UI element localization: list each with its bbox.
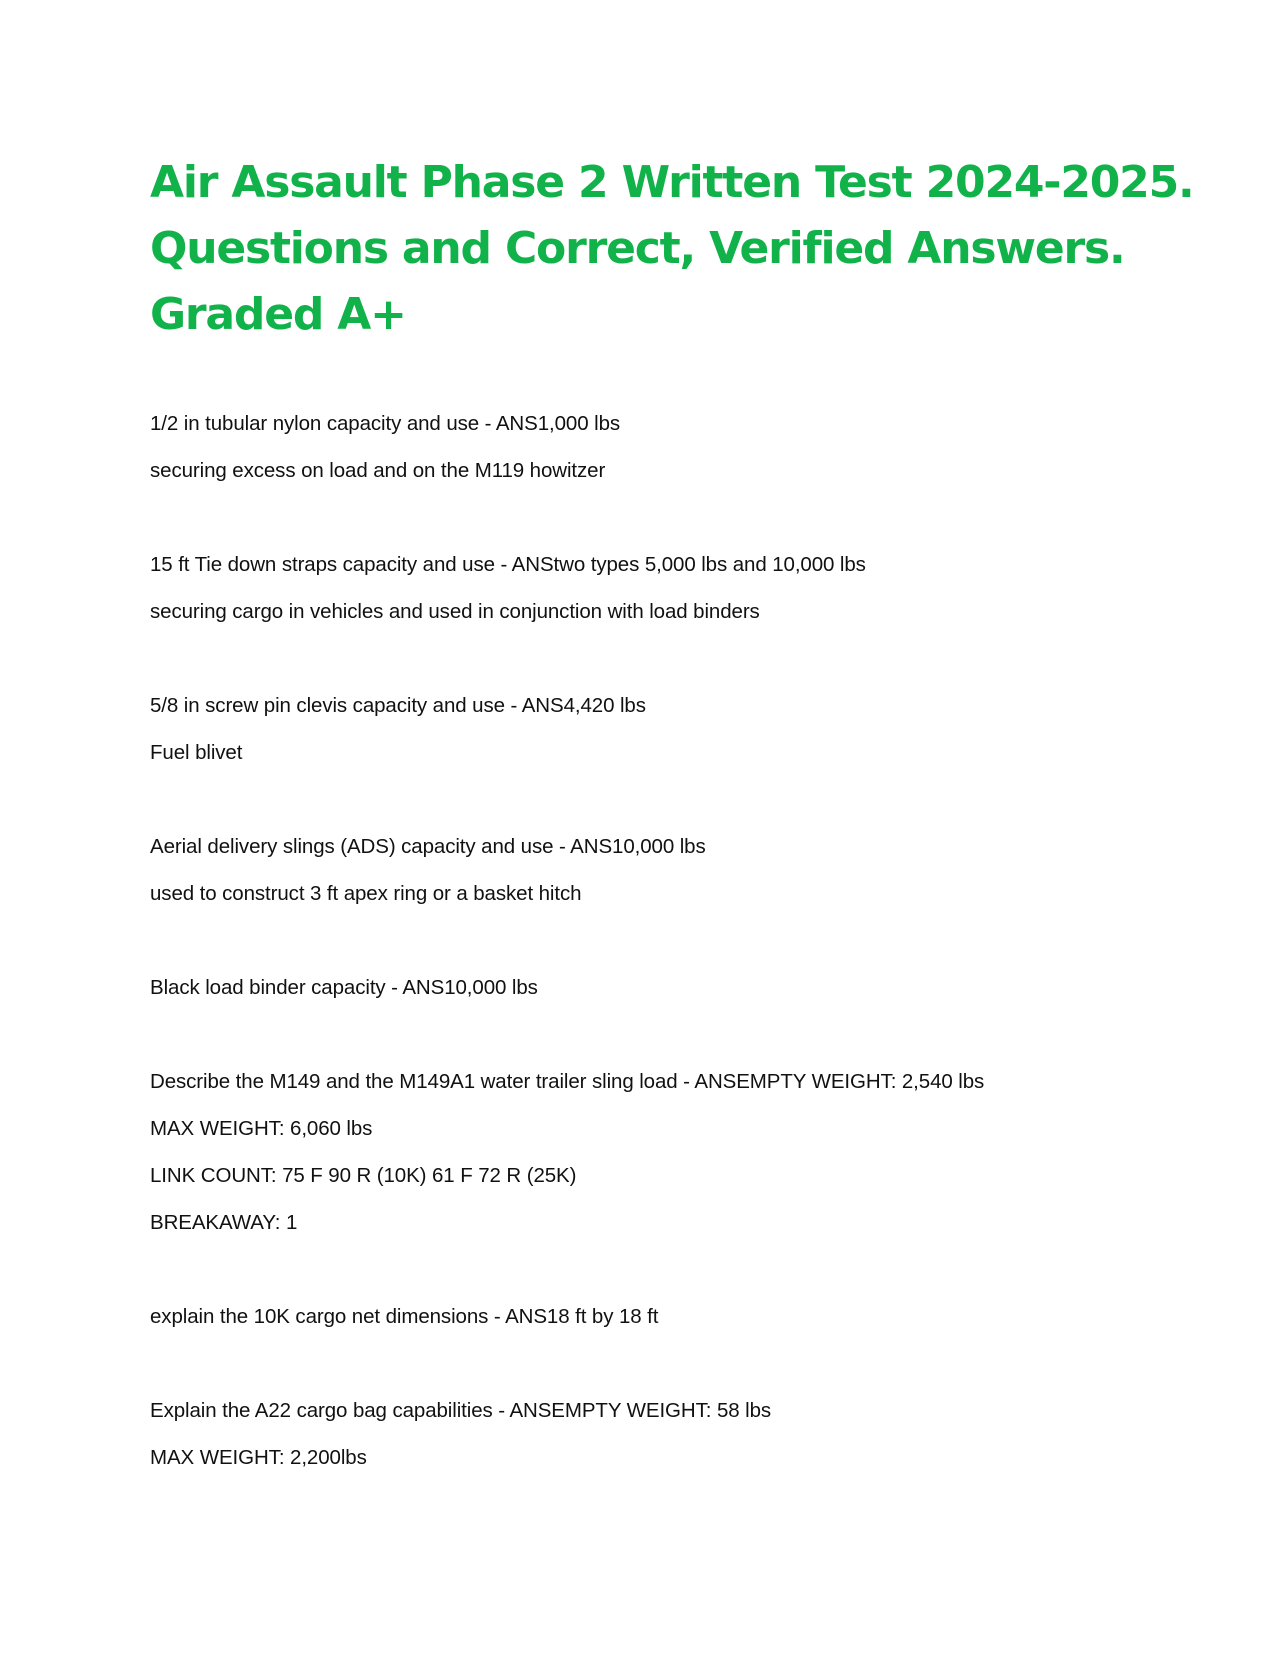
qa-question-line: Explain the A22 cargo bag capabilities - ANSEMPTY WEIGHT: 58 lbs	[150, 1399, 772, 1422]
qa-question-line: 5/8 in screw pin clevis capacity and use - ANS4,420 lbs	[150, 694, 646, 717]
qa-item-tubular-nylon	[150, 400, 1150, 494]
qa-question-line: explain the 10K cargo net dimensions - ANS18 ft by 18 ft	[150, 1305, 659, 1328]
qa-question-line: Black load binder capacity - ANS10,000 lbs	[150, 976, 538, 999]
qa-item-10k-cargo-net	[150, 1293, 1150, 1340]
title-line: Questions and Correct, Verified Answers.	[150, 223, 1125, 274]
qa-item-aerial-delivery-slings	[150, 823, 1150, 917]
qa-answer-line: MAX WEIGHT: 6,060 lbs	[150, 1117, 373, 1140]
qa-question-line: 1/2 in tubular nylon capacity and use - ANS1,000 lbs	[150, 412, 621, 435]
document-title	[150, 150, 1194, 348]
qa-answer-line: MAX WEIGHT: 2,200lbs	[150, 1446, 367, 1469]
qa-answer-line: securing cargo in vehicles and used in conjunction with load binders	[150, 600, 760, 623]
qa-question-line: Describe the M149 and the M149A1 water trailer sling load - ANSEMPTY WEIGHT: 2,540 lbs	[150, 1070, 985, 1093]
qa-question-line: Aerial delivery slings (ADS) capacity and use - ANS10,000 lbs	[150, 835, 706, 858]
title-line: Air Assault Phase 2 Written Test 2024-2025.	[150, 157, 1194, 208]
qa-answer-line: LINK COUNT: 75 F 90 R (10K) 61 F 72 R (25K)	[150, 1164, 577, 1187]
qa-item-black-load-binder	[150, 964, 1150, 1011]
qa-answer-line: used to construct 3 ft apex ring or a basket hitch	[150, 882, 582, 905]
qa-item-tie-down-straps	[150, 541, 1150, 635]
title-line: Graded A+	[150, 289, 406, 340]
qa-answer-line: securing excess on load and on the M119 howitzer	[150, 459, 606, 482]
qa-answer-line: BREAKAWAY: 1	[150, 1211, 298, 1234]
qa-item-m149-water-trailer	[150, 1058, 1150, 1246]
qa-item-a22-cargo-bag	[150, 1387, 1150, 1481]
qa-answer-line: Fuel blivet	[150, 741, 243, 764]
qa-list	[150, 400, 1150, 1528]
qa-question-line: 15 ft Tie down straps capacity and use - ANStwo types 5,000 lbs and 10,000 lbs	[150, 553, 866, 576]
qa-item-screw-pin-clevis	[150, 682, 1150, 776]
